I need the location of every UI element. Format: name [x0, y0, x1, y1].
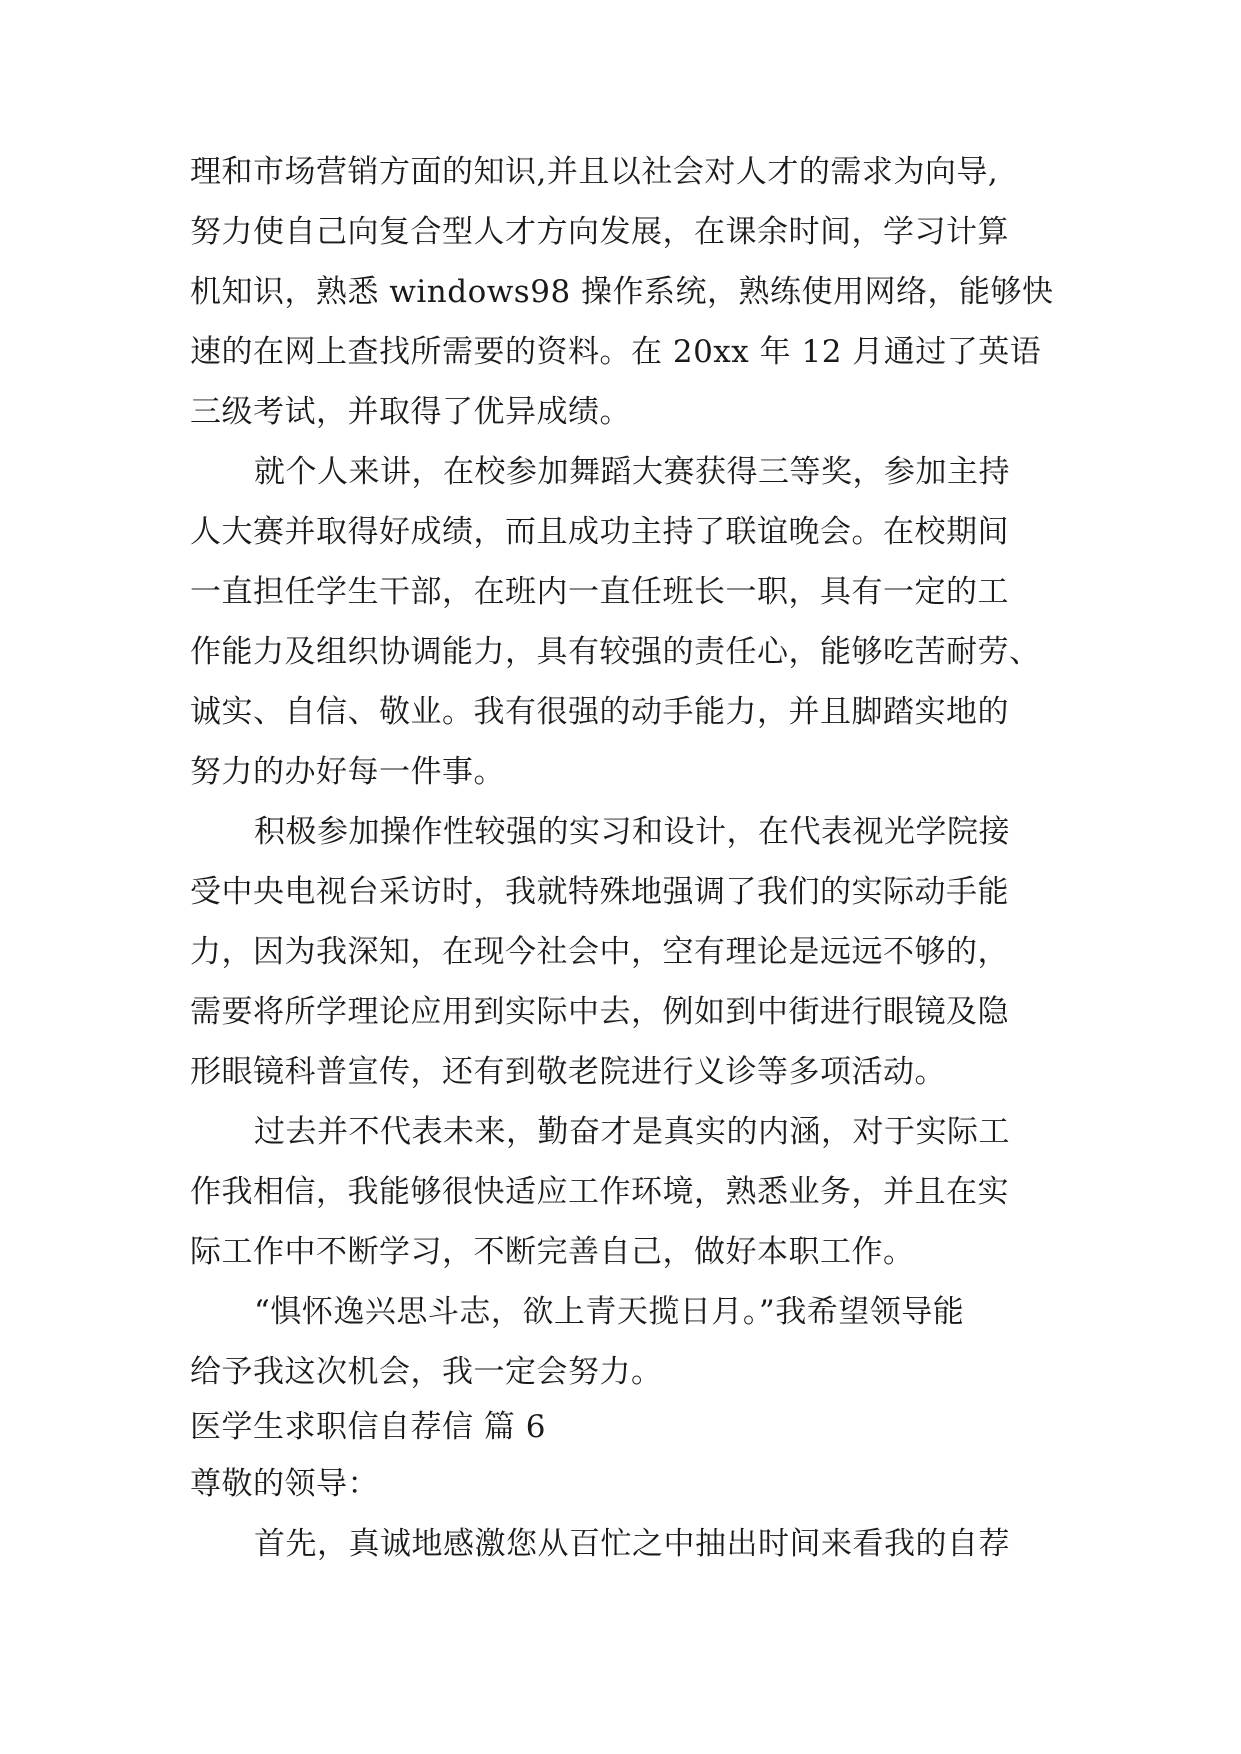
paragraph-first-line: “惧怀逸兴思斗志，欲上青天揽日月。”我希望领导能: [254, 1294, 965, 1330]
text-line: 需要将所学理论应用到实际中去，例如到中街进行眼镜及隐: [190, 994, 1009, 1030]
text-line: 努力的办好每一件事。: [190, 754, 505, 790]
text-line: 速的在网上查找所需要的资料。在 20xx 年 12 月通过了英语: [190, 334, 1042, 370]
text-line: 理和市场营销方面的知识,并且以社会对人才的需求为向导,: [190, 154, 999, 190]
text-line: 作能力及组织协调能力，具有较强的责任心，能够吃苦耐劳、: [190, 634, 1041, 670]
text-line: 作我相信，我能够很快适应工作环境，熟悉业务，并且在实: [190, 1174, 1009, 1210]
text-line: 诚实、自信、敬业。我有很强的动手能力，并且脚踏实地的: [190, 694, 1009, 730]
text-line: 受中央电视台采访时，我就特殊地强调了我们的实际动手能: [190, 874, 1009, 910]
salutation: 尊敬的领导：: [190, 1466, 379, 1502]
paragraph-first-line: 就个人来讲，在校参加舞蹈大赛获得三等奖，参加主持: [254, 454, 1010, 490]
text-line: 一直担任学生干部，在班内一直任班长一职，具有一定的工: [190, 574, 1009, 610]
paragraph-first-line: 积极参加操作性较强的实习和设计，在代表视光学院接: [254, 814, 1010, 850]
text-line: 人大赛并取得好成绩，而且成功主持了联谊晚会。在校期间: [190, 514, 1009, 550]
paragraph-first-line: 过去并不代表未来，勤奋才是真实的内涵，对于实际工: [254, 1114, 1010, 1150]
section-heading: 医学生求职信自荐信 篇 6: [190, 1409, 546, 1445]
text-line: 形眼镜科普宣传，还有到敬老院进行义诊等多项活动。: [190, 1054, 946, 1090]
text-line: 际工作中不断学习，不断完善自己，做好本职工作。: [190, 1234, 915, 1270]
text-line: 三级考试，并取得了优异成绩。: [190, 394, 631, 430]
text-line: 机知识，熟悉 windows98 操作系统，熟练使用网络，能够快: [190, 274, 1054, 310]
text-line: 努力使自己向复合型人才方向发展，在课余时间，学习计算: [190, 214, 1009, 250]
text-line: 给予我这次机会，我一定会努力。: [190, 1354, 663, 1390]
text-line: 力，因为我深知，在现今社会中，空有理论是远远不够的，: [190, 934, 1009, 970]
paragraph-first-line: 首先，真诚地感激您从百忙之中抽出时间来看我的自荐: [254, 1526, 1010, 1562]
